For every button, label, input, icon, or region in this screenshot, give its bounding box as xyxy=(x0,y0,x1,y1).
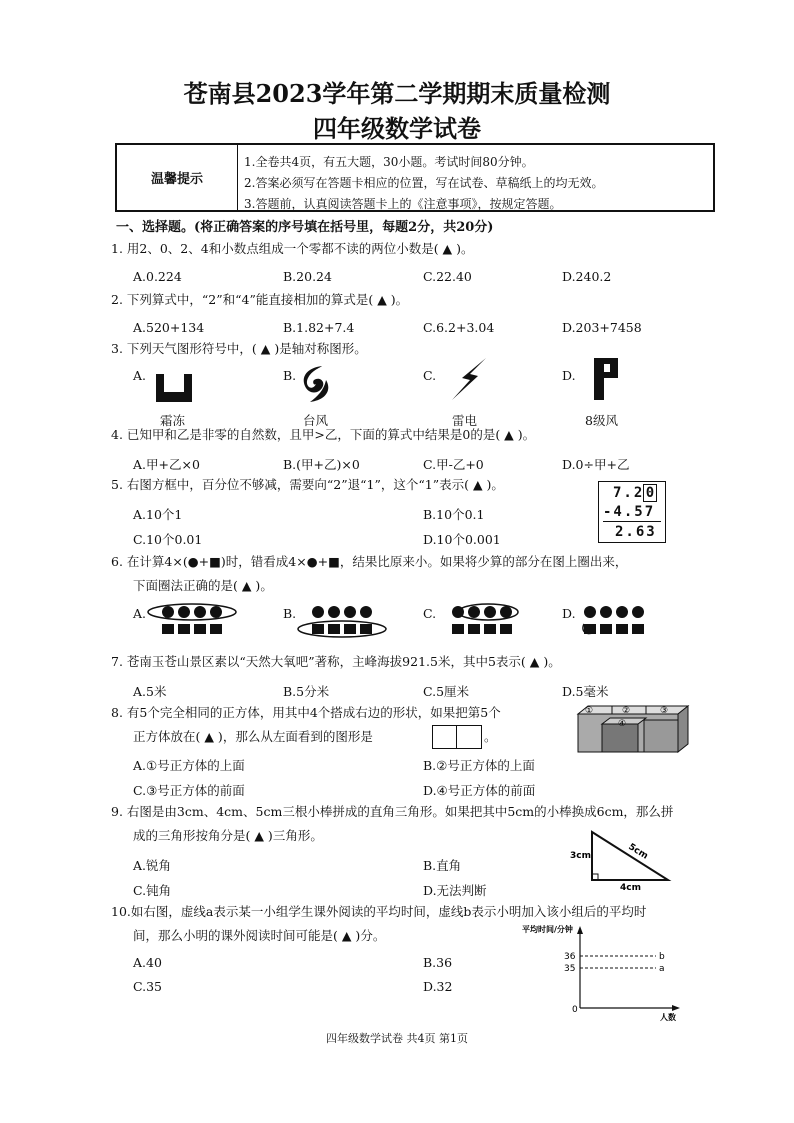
q4-option-d: D.0÷甲+乙 xyxy=(562,457,630,472)
q10-option-d: D.32 xyxy=(423,979,453,994)
q1-option-b: B.20.24 xyxy=(283,269,332,284)
q6-stem-1: 6. 在计算4×(●+■)时，错看成4×●+■，结果比原来小。如果将少算的部分在图上圈出来， xyxy=(111,554,628,569)
q4-option-a: A.甲+乙×0 xyxy=(133,457,200,472)
q1-option-d: D.240.2 xyxy=(562,269,612,284)
typhoon-icon xyxy=(296,362,336,406)
frost-icon xyxy=(150,370,200,406)
q10-option-a: A.40 xyxy=(133,955,162,970)
q8-stem-2: 正方体放在( ▲ )，那么从左面看到的图形是 xyxy=(133,729,373,744)
q6-letter-b: B. xyxy=(283,606,297,621)
q2-option-d: D.203+7458 xyxy=(562,320,642,335)
side-label-3cm: 3cm xyxy=(570,851,591,861)
calc-minus: -4.57 xyxy=(603,504,656,520)
cube-label-1: ① xyxy=(585,706,594,716)
q8-option-a: A.①号正方体的上面 xyxy=(133,758,245,773)
q9-option-d: D.无法判断 xyxy=(423,883,487,898)
q7-option-a: A.5米 xyxy=(133,684,167,699)
q5-option-d: D.10个0.001 xyxy=(423,532,501,547)
q2-stem: 2. 下列算式中，“2”和“4”能直接相加的算式是( ▲ )。 xyxy=(111,292,409,307)
q6-stem-2: 下面圈法正确的是( ▲ )。 xyxy=(133,578,273,593)
q7-option-d: D.5毫米 xyxy=(562,684,609,699)
q6-letter-d: D. xyxy=(562,606,576,621)
circles-figure-d xyxy=(576,602,676,638)
cube-label-4: ④ xyxy=(618,719,627,729)
q9-stem-1: 9. 右图是由3cm、4cm、5cm三根小棒拼成的直角三角形。如果把其中5cm的小棒换成6cm，那么拼 xyxy=(111,804,674,819)
q6-letter-c: C. xyxy=(423,606,437,621)
q3-caption-thunder: 雷电 xyxy=(452,413,478,428)
q7-option-b: B.5分米 xyxy=(283,684,330,699)
average-time-graph xyxy=(520,922,690,1022)
subtraction-box xyxy=(598,481,666,543)
q10-option-b: B.36 xyxy=(423,955,453,970)
line-label-a: a xyxy=(659,964,665,974)
q5-option-b: B.10个0.1 xyxy=(423,507,485,522)
q8-stem-1: 8. 有5个完全相同的正方体，用其中4个搭成右边的形状，如果把第5个 xyxy=(111,705,501,720)
graph-ylabel: 平均时间/分钟 xyxy=(522,925,573,934)
graph-xlabel: 人数 xyxy=(660,1013,676,1022)
circles-figure-a xyxy=(146,602,246,638)
tips-line-3: 3.答题前，认真阅读答题卡上的《注意事项》，按规定答题。 xyxy=(244,197,562,211)
cube-label-3: ③ xyxy=(660,706,669,716)
q3-caption-typhoon: 台风 xyxy=(303,413,329,428)
q3-letter-c: C. xyxy=(423,368,437,383)
q3-letter-a: A. xyxy=(133,368,147,383)
q7-option-c: C.5厘米 xyxy=(423,684,470,699)
q4-option-b: B.(甲+乙)×0 xyxy=(283,457,360,472)
q4-stem: 4. 已知甲和乙是非零的自然数，且甲>乙，下面的算式中结果是0的是( ▲ )。 xyxy=(111,427,536,442)
q9-option-c: C.钝角 xyxy=(133,883,172,898)
q3-caption-gale: 8级风 xyxy=(585,413,618,428)
side-label-5cm: 5cm xyxy=(626,842,650,862)
q5-option-c: C.10个0.01 xyxy=(133,532,203,547)
q4-option-c: C.甲-乙+0 xyxy=(423,457,484,472)
left-view-figure xyxy=(432,725,482,749)
q9-option-b: B.直角 xyxy=(423,858,462,873)
q2-option-a: A.520+134 xyxy=(133,320,205,335)
section-heading: 一、选择题。(将正确答案的序号填在括号里，每题2分，共20分) xyxy=(116,220,494,235)
thunder-icon xyxy=(448,356,490,402)
exam-subtitle: 四年级数学试卷 xyxy=(313,114,481,143)
q5-stem: 5. 右图方框中，百分位不够减，需要向“2”退“1”，这个“1”表示( ▲ )。 xyxy=(111,477,504,492)
exam-title: 苍南县2023学年第二学期期末质量检测 xyxy=(183,79,611,108)
q6-letter-a: A. xyxy=(133,606,147,621)
tick-35: 35 xyxy=(564,964,576,974)
page-footer: 四年级数学试卷 共4页 第1页 xyxy=(326,1032,468,1045)
q9-option-a: A.锐角 xyxy=(133,858,172,873)
q1-option-c: C.22.40 xyxy=(423,269,472,284)
q10-stem-2: 间，那么小明的课外阅读时间可能是( ▲ )分。 xyxy=(133,928,386,943)
gale-icon xyxy=(588,356,622,402)
q7-stem: 7. 苍南玉苍山景区素以“天然大氧吧”著称，主峰海拔921.5米，其中5表示( ▲ )。 xyxy=(111,654,561,669)
calc-result: 2.63 xyxy=(615,524,657,540)
q1-stem: 1. 用2、0、2、4和小数点组成一个零都不读的两位小数是( ▲ )。 xyxy=(111,241,474,256)
cubes-figure xyxy=(576,704,696,756)
tips-box xyxy=(115,143,715,212)
q8-option-d: D.④号正方体的前面 xyxy=(423,783,536,798)
right-triangle-figure xyxy=(568,826,678,892)
q5-option-a: A.10个1 xyxy=(133,507,183,522)
q2-option-c: C.6.2+3.04 xyxy=(423,320,495,335)
q9-stem-2: 成的三角形按角分是( ▲ )三角形。 xyxy=(133,828,323,843)
tick-0: 0 xyxy=(572,1005,578,1015)
q3-letter-b: B. xyxy=(283,368,297,383)
q3-stem: 3. 下列天气图形符号中，( ▲ )是轴对称图形。 xyxy=(111,341,367,356)
q2-option-b: B.1.82+7.4 xyxy=(283,320,355,335)
tick-36: 36 xyxy=(564,952,576,962)
tips-label: 温馨提示 xyxy=(117,145,238,210)
cube-label-2: ② xyxy=(622,706,631,716)
line-label-b: b xyxy=(659,952,665,962)
q10-option-c: C.35 xyxy=(133,979,162,994)
q3-caption-frost: 霜冻 xyxy=(160,413,186,428)
circles-figure-b xyxy=(296,602,396,638)
q3-letter-d: D. xyxy=(562,368,576,383)
circles-figure-c xyxy=(436,602,536,638)
calc-top: 7.2 xyxy=(613,485,645,501)
calc-top-box: 0 xyxy=(643,484,657,502)
q8-option-c: C.③号正方体的前面 xyxy=(133,783,245,798)
q8-option-b: B.②号正方体的上面 xyxy=(423,758,535,773)
tips-line-1: 1.全卷共4页，有五大题，30小题。考试时间80分钟。 xyxy=(244,155,534,169)
side-label-4cm: 4cm xyxy=(620,883,641,892)
calc-rule xyxy=(603,521,661,522)
q10-stem-1: 10.如右图，虚线a表示某一小组学生课外阅读的平均时间，虚线b表示小明加入该小组后的平均时 xyxy=(111,904,647,919)
tips-line-2: 2.答案必须写在答题卡相应的位置，写在试卷、草稿纸上的均无效。 xyxy=(244,176,604,190)
q1-option-a: A.0.224 xyxy=(133,269,182,284)
